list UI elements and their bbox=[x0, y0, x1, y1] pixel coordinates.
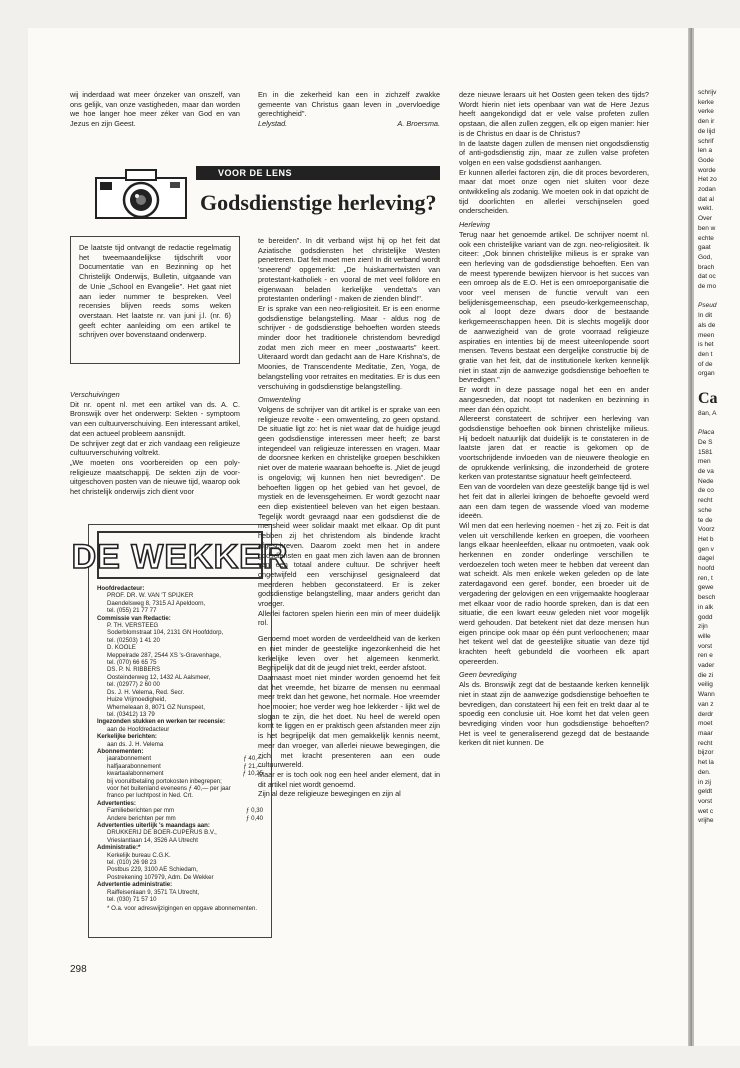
line: D. KOOLE bbox=[107, 644, 136, 652]
voor-de-lens-banner bbox=[90, 166, 440, 224]
right-page-line: schrif bbox=[698, 137, 714, 145]
right-page-line: is het bbox=[698, 341, 714, 349]
line: Postrekening 107979, Adm. De Wekker bbox=[107, 873, 214, 881]
line: Huize Vrijmoedigheid, bbox=[107, 696, 167, 704]
right-page-line: Ca bbox=[698, 389, 718, 407]
right-page-line: den. bbox=[698, 768, 711, 776]
price-row bbox=[97, 807, 263, 814]
paragraph: te bereiden". In dit verband wijst hij op het feit dat Aziatische godsdiensten het christelijke Westen penetreren. Dat feit moet men zien! In dit verband wordt 'sneerend' opgemerkt: „De huiskamertwisten van protestant-katholiek - en vooral de met veel folklore en eigenwaan beladen kerkelijke vendetta's van protestanten onderling! - maken de zienden blind!". bbox=[258, 236, 440, 304]
line: PROF. DR. W. VAN 'T SPIJKER bbox=[107, 592, 194, 600]
price-value: ƒ 0,30 bbox=[246, 807, 263, 815]
label: Ingezonden stukken en werken ter recensie: bbox=[97, 718, 226, 726]
column-2-top bbox=[258, 90, 440, 129]
line: Vrieslantlaan 14, 3526 AA Utrecht bbox=[107, 836, 198, 844]
right-page-line: Placa bbox=[698, 429, 715, 437]
line: aan de Hoofdredacteur bbox=[107, 725, 170, 733]
line: Postbus 229, 3100 AE Schiedam, bbox=[107, 866, 198, 874]
paragraph: Een van de voordelen van deze geestelijk bange tijd is wel het feit dat in allerlei kringen de behoefte gevoeld werd aan een dam tegen de wassende vloed van moderne ideeën. bbox=[459, 482, 649, 521]
right-page-line: wekt. bbox=[698, 205, 714, 213]
label: Hoofdredacteur: bbox=[97, 585, 145, 592]
heading-geen-bevrediging: Geen bevrediging bbox=[459, 670, 517, 680]
price-name: halfjaarabonnement bbox=[107, 762, 161, 770]
column-1-body bbox=[70, 386, 240, 497]
line: franco per luchtpost in Ned. Crt. bbox=[107, 792, 194, 800]
right-page-line: derdr bbox=[698, 710, 714, 718]
right-page-line: In dit bbox=[698, 312, 713, 320]
abonnementen-lines bbox=[97, 755, 263, 777]
line: voor het buitenland eveneens ƒ 40,— per jaar bbox=[107, 784, 231, 792]
masthead-box bbox=[71, 524, 289, 938]
right-page-line: als de bbox=[698, 321, 716, 329]
label: Abonnementen: bbox=[97, 747, 144, 755]
line: tel. (070) 66 65 75 bbox=[107, 659, 157, 667]
price-name: Andere berichten per mm bbox=[107, 814, 176, 822]
label: Advertenties: bbox=[97, 799, 136, 807]
right-page-line: in zij bbox=[698, 778, 712, 786]
line: Soderblomstraat 104, 2131 GN Hoofddorp, bbox=[107, 629, 224, 637]
paragraph: In de laatste dagen zullen de mensen niet ongodsdienstig of anti-godsdienstig zijn, maar ze zullen valse profeten volgen en een valse godsdienst aanhangen. bbox=[459, 138, 649, 167]
right-page-line: ren, t bbox=[698, 574, 713, 582]
de-wekker-logo-art bbox=[71, 536, 289, 576]
right-page-line: moet bbox=[698, 720, 713, 728]
intro-text: De laatste tijd ontvangt de redactie regelmatig het tweemaandelijkse tijdschrift voor Documentatie van en Bezinning op het Christelijk Onderwijs, Bulletin, uitgaande van de Unie „School en Evangelie". Het gaat niet aan ieder nummer te bespreken. Veel recensies blijven reeds soms weken overstaan. Het laatste nr. van juni j.l. (nr. 6) geeft echter aanleiding om een artikel te schrijven over bovenstaand onderwerp. bbox=[79, 243, 231, 340]
right-page-line: van z bbox=[698, 700, 714, 708]
right-page-line: vrijhe bbox=[698, 817, 714, 825]
right-page-line: meen bbox=[698, 331, 715, 339]
right-page-line: de va bbox=[698, 468, 714, 476]
right-page-line: zodan bbox=[698, 186, 716, 194]
paragraph: Daarnaast moet niet minder worden genoemd het feit dat het vreemde, het bizarre de mensen nu eenmaal meer trekt dan het gewone, het normale. Hoe vreemder hoe mooier; hoe verder weg hoe lekkerder - lijkt wel de slogan te zijn, die het doet. Nu heel de wereld open komt te liggen en er praktisch geen afstanden meer zijn is het begrijpelijk dat men gemakkelijk kennis neemt, meer dan vroeger, van allerlei nieuwe bewegingen, die zich met kracht presenteren aan een oude cultuurwereld. bbox=[258, 672, 440, 770]
right-page-line: gen v bbox=[698, 545, 714, 553]
intro-box bbox=[70, 236, 240, 364]
right-page-line: in alk bbox=[698, 603, 714, 611]
paragraph: De schrijver zegt dat er zich vandaag een religieuze cultuurverschuiving voltrekt. bbox=[70, 438, 240, 458]
price-value: ƒ 40,— bbox=[243, 755, 263, 763]
price-value: ƒ 21,— bbox=[243, 762, 263, 770]
paragraph: Genoemd moet worden de verdeeldheid van de kerken en niet minder de geestelijke ingezonkenheid die het kerkelijke leven over het algemeen kenmerkt. Begrijpelijk dat dit de jeugd niet trekt, eerder afstoot. bbox=[258, 634, 440, 673]
right-page-line bbox=[694, 292, 718, 302]
right-page-line: God, bbox=[698, 253, 713, 261]
adv-admin-lines bbox=[97, 889, 263, 904]
right-page-line: wille bbox=[698, 632, 711, 640]
right-page-line: ben w bbox=[698, 224, 716, 232]
right-page-line: geldt bbox=[698, 788, 713, 796]
paragraph: Er wordt in deze passage nogal het een en ander aangesneden, dat noopt tot nadenken en bezinning in meer dan één opzicht. bbox=[459, 385, 649, 414]
right-page-line: men bbox=[698, 458, 711, 466]
camera-icon bbox=[90, 166, 196, 222]
right-page-line: de mo bbox=[698, 283, 717, 291]
paragraph: Volgens de schrijver van dit artikel is er sprake van een religieuze revolte - een omwenteling, zo geen opstand. De situatie ligt zo: het is niet waar dat de huidige jeugd geen godsdienstige interessen meer heeft; ze barst integendeel van religieuze interessen en vragen. Maar de doorsnee kerken en christelijke groepen beschikken niet over de materie waaraan behoefte is. „Niet de jeugd is ongelovig; wij kunnen hen niet bevredigen". De behoeften liggen op het gebied van het gevoel, de mystiek en de levensgeheimen. Er wordt gezocht naar een diep existentieel beleven van het eigen bestaan. Tegelijk wordt gevraagd naar een godsdienst die de mensheid weer solidair maakt met elkaar. Op dit punt hebben zij het christendom als bindende kracht afgeschreven. Daarom zoekt men het in andere godsdiensten en gaat men zich laven aan de bronnen van een totaal andere cultuur. De schrijver heeft ongetwijfeld een verschijnsel gesignaleerd dat meerderen hebben geconstateerd. Er is zeker godsdienstige belangstelling, maar anders gericht dan vroeger. bbox=[258, 404, 440, 609]
right-page-line: vorst bbox=[698, 797, 713, 805]
right-page-line: het la bbox=[698, 759, 714, 767]
signature-place: Lelystad. bbox=[258, 119, 288, 129]
line: tel. (02977) 2 60 00 bbox=[107, 681, 160, 689]
adv-uiterlijk-lines bbox=[97, 829, 263, 844]
right-page-line: zijn bbox=[698, 623, 708, 631]
paragraph: Wil men dat een herleving noemen - het zij zo. Feit is dat velen uit verschillende kerken en groepen, die voorheen langs elkaar heenleefden, elkaar nu ontmoeten, vaak ook herkennen en zonder onderlinge verschillen te verdoezelen toch weten meer te hebben dat vereent dan wat scheidt. Als men enkele weken geleden op de late zaterdagavond een geref. bonder, een broeder uit de vergadering der gelovigen en een vrijgemaakte hoogleraar met elkaar voor de radio hoorde spreken, dan is dat een situatie, die een kwart eeuw geleden niet voor mogelijk werd gehouden. Dat betekent niet dat deze mensen hun eigen principe ook maar op één punt verloochenen; maar het tekent wel dat de geestelijke situatie van deze tijd krachten heeft gebundeld die voorheen elk apart opereerden. bbox=[459, 520, 649, 666]
price-name: kwartaalabonnement bbox=[107, 770, 164, 778]
line: Raiffeisenlaan 9, 3571 TA Utrecht, bbox=[107, 888, 200, 896]
right-page-line: dat al bbox=[698, 195, 714, 203]
line: DRUKKERIJ DE BOER-CUPERUS B.V., bbox=[107, 829, 217, 837]
label: Advertenties uiterlijk 's maandags aan: bbox=[97, 822, 210, 829]
right-page-line: vader bbox=[698, 662, 715, 670]
price-row bbox=[97, 763, 263, 770]
paragraph: Maar er is toch ook nog een heel ander element, dat in dit artikel niet wordt genoemd. bbox=[258, 769, 440, 789]
price-name: jaarabonnement bbox=[107, 755, 152, 763]
right-page-line: dat oc bbox=[698, 273, 716, 281]
right-page-line: Wann bbox=[698, 691, 715, 699]
abonnementen-note bbox=[97, 778, 263, 800]
right-page-line: schrijv bbox=[698, 89, 717, 96]
right-page-line: recht bbox=[698, 497, 713, 505]
right-page-line: vorst bbox=[698, 642, 713, 650]
right-page-line: den t bbox=[698, 350, 713, 358]
line: bij vooruitbetaling portokosten inbegrepen; bbox=[107, 777, 222, 785]
right-page-line: brach bbox=[698, 263, 715, 271]
line: tel. (010) 26 98 23 bbox=[107, 859, 157, 867]
right-page-line: De S bbox=[698, 438, 713, 446]
heading-verschuivingen: Verschuivingen bbox=[70, 390, 120, 399]
right-page-line bbox=[694, 419, 718, 429]
paragraph: Er is sprake van een neo-religiositeit. Er is een enorme godsdienstige belangstelling. Maar - aldus nog de schrijver - de godsdienstige behoeften worden steeds minder door het traditionele christendom bevredigd zodat men zich meer en meer „oostwaarts" keert. Uiteraard wordt dan gedacht aan de Hare Krishna's, de Moonies, de Transcendente Meditatie, Zen, Yoga, de belangstelling voor retraites en meditaties. Er is dus een verschuiving in godsdienstige belangstelling. bbox=[258, 303, 440, 391]
right-page-line: 8an, A bbox=[698, 409, 717, 417]
right-page-line bbox=[694, 379, 718, 389]
paragraph: Allerlei factoren spelen hierin een min of meer duidelijk rol. bbox=[258, 608, 440, 628]
right-page-line: maar bbox=[698, 730, 713, 737]
hoofdredacteur-lines bbox=[97, 592, 263, 614]
right-page-line: te de bbox=[698, 516, 713, 524]
advertenties-lines bbox=[97, 807, 263, 822]
article-title: Godsdienstige herleving? bbox=[200, 190, 437, 215]
right-page-edge bbox=[692, 28, 740, 1046]
right-page-line: gewe bbox=[698, 584, 714, 592]
line: P. TH. VERSTEEG bbox=[107, 622, 159, 630]
paragraph: „We moeten ons voorbereiden op een poly-religieuze maatschappij. De sekten zijn de voor-uitgeschoven posten van de nieuwe tijd, waarop ook het christelijk onderwijs zich dient voor bbox=[70, 457, 240, 497]
right-page-line: dagel bbox=[698, 555, 714, 563]
right-page-text bbox=[694, 88, 718, 826]
paragraph: Er kunnen allerlei factoren zijn, die dit proces bevorderen, maar dat moet onze ogen niet sluiten voor deze ontwikkeling als zodanig. We moeten ook in dat opzicht de tijd doorlichten en allerlei verschijnselen goed onderscheiden. bbox=[459, 167, 649, 216]
right-page-line: 1581 bbox=[698, 448, 713, 456]
right-page-line: bijzor bbox=[698, 749, 714, 757]
heading-omwenteling: Omwenteling bbox=[258, 395, 301, 405]
line: tel. (02503) 1 41 20 bbox=[107, 636, 160, 644]
line: tel. (055) 21 77 77 bbox=[107, 607, 157, 615]
right-page-line: Over bbox=[698, 215, 713, 223]
right-page-line: Pseud bbox=[698, 302, 717, 310]
paragraph: Als ds. Bronswijk zegt dat de bestaande kerken kennelijk niet in staat zijn de aanwezige godsdienstige behoeften te bevredigen, dan constateert hij een feit en trekt daar al te spoedig een conclusie uit. Hoe komt het dat velen geen bevrediging vinden voor hun godsdienstige behoeften? Het is veel te generaliserend gezegd dat de bestaande kerken dit niet kunnen. De bbox=[459, 680, 649, 748]
right-page-line: veilig bbox=[698, 681, 713, 689]
paragraph: Zijn al deze religieuze bewegingen en zijn al bbox=[258, 789, 401, 799]
line: Meppelrade 287, 2544 XS 's-Gravenhage, bbox=[107, 651, 221, 659]
line: Wherneleaan 8, 8071 GZ Nunspeet, bbox=[107, 703, 205, 711]
right-page-line: len a bbox=[698, 147, 713, 155]
footnote: * O.a. voor adreswijzigingen en opgave abonnementen. bbox=[107, 905, 258, 913]
section-label: VOOR DE LENS bbox=[196, 166, 440, 180]
column-2-top-text: En in die zekerheid kan een in zichzelf zwakke gemeente van Christus gaan leven in „overvloedige gerechtigheid". bbox=[258, 90, 440, 119]
heading-herleving: Herleving bbox=[459, 220, 490, 230]
paragraph: Allereerst constateert de schrijver een herleving van godsdienstige behoeften ook binnen christelijke milieus. Hij bedoelt natuurlijk dat duidelijk is te constateren in de laatste jaren dat er reactie is gekomen op de voortschrijdende invloeden van de nieuwere theologie en de oprukkende verlinksing, die inzonderheid de grotere kerken van protestantse signatuur heeft geïnfecteerd. bbox=[459, 414, 649, 482]
right-page-line: besch bbox=[698, 594, 716, 602]
line: Kerkelijk bureau C.G.K. bbox=[107, 851, 171, 859]
right-page-line: godd bbox=[698, 613, 713, 621]
column-3-body bbox=[459, 90, 649, 748]
label: Commissie van Redactie: bbox=[97, 614, 171, 622]
paragraph: Terug naar het genoemde artikel. De schrijver noemt nl. ook een christelijke variant van de zgn. neo-religiositeit. Ik citeer: „Ook binnen christelijke milieus is er sprake van een herleving van de godsdienstige behoeften. Een van de meest typerende bewijzen hiervoor is het succes van een omroep als de E.O. Het is een omroeporganisatie die voor veel mensen de functie vervult van een belijdenisgemeenschap, een pseudo-kerkgemeenschap, ook al loopt deze dwars door de bestaande kerkgemeenschappen heen. Dit is slechts mogelijk door de aanwezigheid van de grote voorraad religieuze aspiraties en intenties bij de meest uiteenlopende soort mensen. Tevens bestaat een dergelijke constructie bij de gratie van het feit, dat de institutionele kerken kennelijk niet in staat zijn de aanwezige godsdienstige behoeften te bevredigen." bbox=[459, 229, 649, 385]
line: Ds. J. H. Velema, Red. Secr. bbox=[107, 688, 185, 696]
price-row bbox=[97, 755, 263, 762]
right-page-line: organ bbox=[698, 370, 715, 378]
price-row bbox=[97, 770, 263, 777]
price-value: ƒ 0,40 bbox=[246, 814, 263, 822]
label: Administratie:* bbox=[97, 844, 141, 852]
right-page-line: kerke bbox=[698, 98, 714, 106]
column-2-body bbox=[258, 236, 440, 799]
de-wekker-logo bbox=[71, 531, 289, 579]
page-number: 298 bbox=[70, 964, 87, 975]
signature-author: A. Broersma. bbox=[397, 119, 440, 129]
label: Kerkelijke berichten: bbox=[97, 733, 157, 741]
right-page-line: Het zo bbox=[698, 176, 717, 184]
price-name: Familieberichten per mm bbox=[107, 807, 175, 815]
right-page-line: verke bbox=[698, 108, 714, 116]
right-page-line: die zi bbox=[698, 671, 714, 679]
price-value: ƒ 10,25 bbox=[242, 770, 263, 778]
right-page-line: gaat bbox=[698, 244, 711, 252]
line: DS. P. N. RIBBERS bbox=[107, 666, 161, 674]
right-page-line: de lijd bbox=[698, 127, 715, 135]
line: tel. (030) 71 57 10 bbox=[107, 896, 157, 904]
right-page-line: echte bbox=[698, 234, 714, 242]
right-page-line: sche bbox=[698, 506, 712, 514]
right-page-line: Gode bbox=[698, 156, 714, 164]
signature bbox=[258, 119, 440, 129]
right-page-line: ren e bbox=[698, 652, 713, 660]
column-1-top bbox=[70, 90, 240, 129]
right-page-line: worde bbox=[698, 166, 716, 174]
administratie-lines bbox=[97, 852, 263, 882]
right-page-line: den ir bbox=[698, 118, 715, 126]
line: aan ds. J. H. Velema bbox=[107, 740, 164, 748]
right-page-line: hoofd bbox=[698, 565, 715, 573]
de-wekker-logo-text: DE WEKKER bbox=[71, 538, 289, 576]
right-page-line: recht bbox=[698, 739, 713, 747]
price-row bbox=[97, 815, 263, 822]
right-page-line: de co bbox=[698, 487, 714, 495]
paragraph: deze nieuwe leraars uit het Oosten geen teken des tijds? Wordt hierin niet iets openbaar van wat de Here Jezus heeft aangekondigd dat er vele valse profeten zullen opstaan, die allen zullen zeggen, elk op eigen manier: hier is de Christus en daar is de Christus? bbox=[459, 90, 649, 138]
right-page-line: of de bbox=[698, 360, 713, 368]
line: Oosteinderweg 12, 1432 AL Aalsmeer, bbox=[107, 673, 211, 681]
right-page-line: Voorz bbox=[698, 526, 715, 534]
commissie-lines bbox=[97, 622, 263, 718]
line: Daendelsweg 8, 7315 AJ Apeldoorn, bbox=[107, 599, 206, 607]
right-page-line: Het b bbox=[698, 535, 714, 543]
label: Advertentie administratie: bbox=[97, 881, 173, 889]
paragraph: Dit nr. opent nl. met een artikel van ds. A. C. Bronswijk over het onderwerp: Sekten - symptoom van een cultuurverschuiving. Een interessant artikel, dat een actueel probleem aansnijdt. bbox=[70, 399, 240, 438]
right-page-line: Nede bbox=[698, 477, 714, 485]
line: tel. (03412) 13 79 bbox=[107, 710, 155, 718]
right-page-line: wet c bbox=[698, 807, 714, 815]
column-1-top-text: wij inderdaad wat meer ónzeker van onszelf, van ons gelijk, van onze vastigheden, maar dan worden we hoe langer hoe meer zéker van God en van Jezus en zijn Geest. bbox=[70, 90, 240, 129]
